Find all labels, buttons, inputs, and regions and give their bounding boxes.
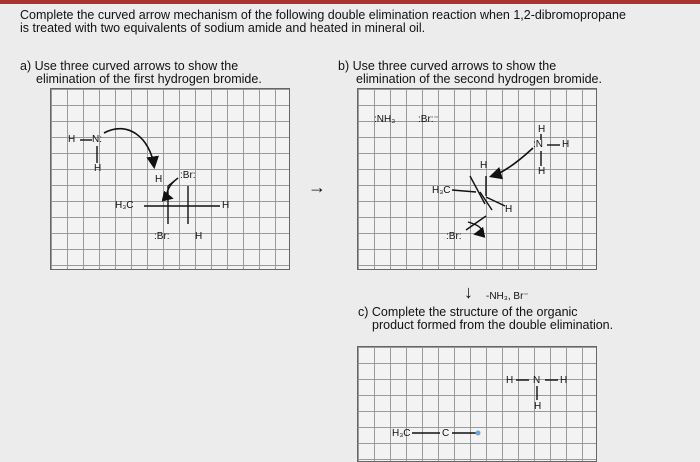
panel-b-amide-h-top: H: [538, 124, 546, 135]
panel-a-top-h: H: [155, 174, 163, 185]
panel-b-alkene-h: H: [480, 160, 488, 171]
panel-a-h3c: H₃C: [115, 200, 134, 211]
down-arrow: ↓: [464, 282, 473, 302]
panel-a-bottom-h: H: [195, 231, 203, 242]
panel-a-c-br-bond: [168, 178, 178, 186]
panel-b-amide-h-right: H: [562, 139, 570, 150]
panel-c-amide-h-bottom: H: [534, 401, 542, 412]
panel-c-terminal-dot: [476, 431, 481, 436]
panel-c-amide-h-left: H: [506, 375, 514, 386]
panel-a-amide-h-bottom: H: [94, 163, 102, 174]
panel-c-c: C: [442, 428, 450, 439]
panel-c-amide-n: N: [533, 375, 541, 386]
panel-b-amide-n: :N: [533, 139, 543, 150]
part-b-line-1: b) Use three curved arrows to show the: [338, 59, 557, 73]
question-line-1: Complete the curved arrow mechanism of the following double elimination reaction when 1,2-dibromopropane: [20, 8, 626, 22]
reaction-arrow: →: [308, 177, 326, 197]
panel-a-br-bottom: :Br:: [154, 231, 170, 242]
panel-b-br-ion: :Br:⁻: [418, 114, 439, 125]
panel-b-ch3-bond: [470, 176, 485, 204]
panel-a-amide-h: H: [68, 134, 76, 145]
part-a-line-2: elimination of the first hydrogen bromide.: [36, 72, 262, 86]
panel-b-h3c: H₃C: [432, 185, 451, 196]
question-line-2: is treated with two equivalents of sodium amide and heated in mineral oil.: [20, 21, 426, 35]
panel-b-curved-arrow-1: [492, 148, 533, 176]
panel-b-br: :Br:: [446, 231, 462, 242]
part-c-line-2: product formed from the double elimination.: [372, 318, 614, 332]
panel-a-br-top: :Br:: [180, 170, 196, 181]
part-b-line-2: elimination of the second hydrogen bromide.: [356, 72, 602, 86]
panel-a-curved-arrow-1: [104, 129, 154, 166]
byproducts-label: -NH₃, Br⁻: [486, 291, 529, 302]
panel-b-right-h: H: [505, 204, 513, 215]
part-c-line-1: c) Complete the structure of the organic: [358, 305, 578, 319]
panel-a-right-h: H: [222, 200, 230, 211]
panel-b-nh3: :NH₃: [374, 114, 396, 125]
panel-c-amide-h-right: H: [560, 375, 568, 386]
panel-a-amide-n: N:: [92, 134, 102, 145]
panel-c-h3c: H₃C: [392, 428, 411, 439]
part-a-line-1: a) Use three curved arrows to show the: [20, 59, 239, 73]
panel-b-h3c-bond: [452, 190, 476, 192]
panel-b-amide-h-bottom: H: [538, 166, 546, 177]
